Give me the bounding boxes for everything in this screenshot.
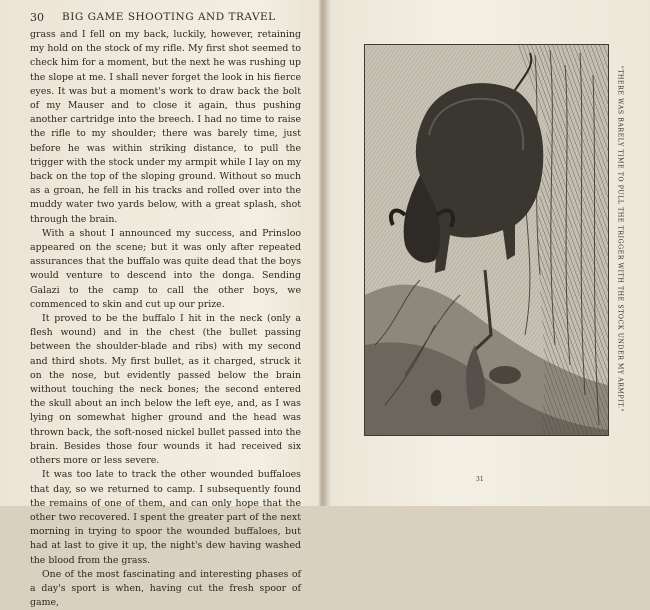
caption-text: "THERE WAS BARELY TIME TO PULL THE TRIGGER WITH THE STOCK UNDER MY ARMPIT." <box>616 65 624 413</box>
page-number: 30 <box>30 11 44 24</box>
body-text <box>30 28 301 610</box>
paragraph: It was too late to track the other wounded buffaloes that day, so we returned to camp. I subsequently found the remains of one of them, and can only hope that the other two recovered. I spent the greater part of the next morning in trying to spoor the wounded buffaloes, but had at last to give it up, the night's dew having washed the blood from the grass. <box>30 469 301 566</box>
book-gutter <box>318 0 326 506</box>
paragraph: With a shout I announced my success, and Prinsloo appeared on the scene; but it was only after repeated assurances that the buffalo was quite dead that the boys would venture to descend into the donga. Sending Galazi to the camp to call the other boys, we commenced to skin and cut up our prize. <box>30 227 301 310</box>
engraving-image <box>365 45 608 435</box>
right-page <box>326 0 650 506</box>
paragraph: grass and I fell on my back, luckily, however, retaining my hold on the stock of my rifle. My first shot seemed to check him for a moment, but the next he was rushing up the slope at me. I shall never forget the look in his fierce eyes. It was but a moment's work to draw back the bolt of my Mauser and to close it again, thus pushing another cartridge into the breech. I had no time to raise the rifle to my shoulder; there was barely time, just before he was within striking distance, to pull the trigger with the stock under my armpit while I lay on my back on the top of the sloping ground. Without so much as a groan, he fell in his tracks and rolled over into the muddy water two yards below, with a great splash, shot through the brain. <box>30 29 301 225</box>
illustration-caption <box>612 44 628 434</box>
paragraph: One of the most fascinating and interesting phases of a day's sport is when, having cut the fresh spoor of game, <box>30 568 301 609</box>
buffalo-illustration <box>364 44 609 436</box>
running-head: BIG GAME SHOOTING AND TRAVEL <box>62 11 276 23</box>
plate-page-number: 31 <box>476 476 484 483</box>
paragraph: It proved to be the buffalo I hit in the neck (only a flesh wound) and in the chest (the bullet passing between the shoulder-blade and ribs) with my second and third shots. My first bullet, as it charged, struck it on the nose, but evidently passed below the brain without touching the neck bones; the second entered the skull about an inch below the left eye, and, as I was lying on somewhat higher ground and the head was thrown back, the soft-nosed nickel bullet passed into the brain. Besides those four wounds it had received six others more or less severe. <box>30 313 301 467</box>
left-page <box>0 0 318 609</box>
